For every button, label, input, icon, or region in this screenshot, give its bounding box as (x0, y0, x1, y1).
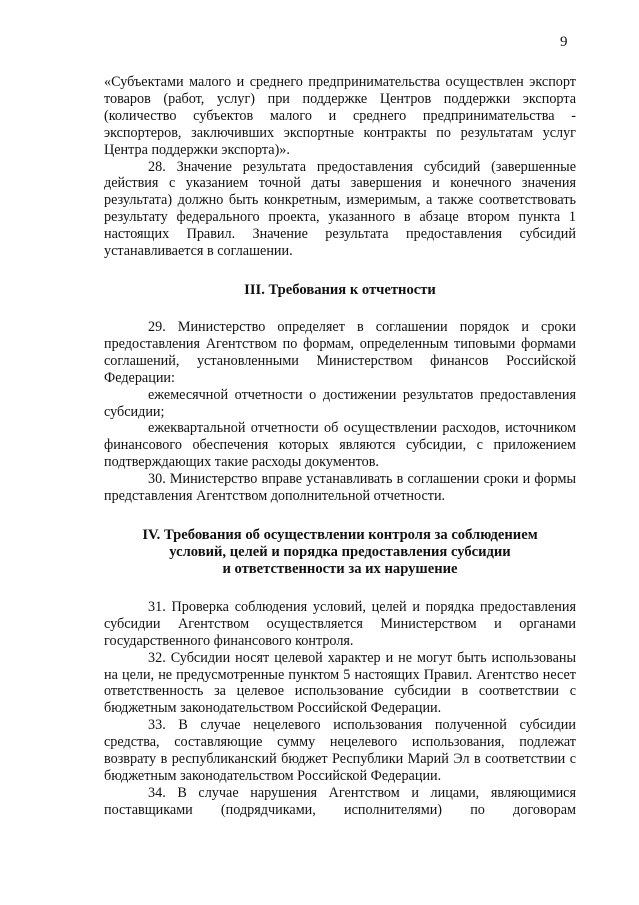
paragraph-29-quarterly: ежеквартальной отчетности об осуществлении расходов, источником финансового обеспечения которых являются субсидии, с приложением подтверждающих такие расходы документов. (104, 420, 576, 471)
section-heading-line: III. Требования к отчетности (244, 281, 436, 298)
document-body (104, 74, 576, 819)
section-heading-line: и ответственности за их нарушение (222, 560, 458, 577)
paragraph-34: 34. В случае нарушения Агентством и лицами, являющимися поставщиками (подрядчиками, исполнителями) по договорам (104, 784, 576, 818)
paragraph-32: 32. Субсидии носят целевой характер и не могут быть использованы на цели, не предусмотренные пунктом 5 настоящих Правил. Агентство несет ответственность за целевое использование субсидии в соответствии с бюджетным законодательством Российской Федерации. (104, 649, 576, 717)
paragraph-33: 33. В случае нецелевого использования полученной субсидии средства, составляющие сумму нецелевого использования, подлежат возврату в республиканский бюджет Республики Марий Эл в соответствии с бюджетным законодательством Российской Федерации. (104, 717, 576, 784)
paragraph-28: 28. Значение результата предоставления субсидий (завершенные действия с указанием точной даты завершения и конечного значения результата) должно быть конкретным, измеримым, а также соответствовать результату федерального проекта, указанного в абзаце втором пункта 1 настоящих Правил. Значение результата предоставления субсидий устанавливается в соглашении. (104, 158, 576, 260)
paragraph-quote-result: «Субъектами малого и среднего предпринимательства осуществлен экспорт товаров (работ, услуг) при поддержке Центров поддержки экспорта (количество субъектов малого и среднего предпринимательства - экспортеров, заключивших экспортные контракты по результатам услуг Центра поддержки экспорта)». (104, 74, 576, 158)
paragraph-29: 29. Министерство определяет в соглашении порядок и сроки предоставления Агентством по формам, определенным типовыми формами соглашений, установленными Министерством финансов Российской Федерации: (104, 318, 576, 386)
paragraph-29-monthly: ежемесячной отчетности о достижении результатов предоставления субсидии; (104, 386, 576, 420)
page-number: 9 (560, 34, 568, 50)
paragraph-30: 30. Министерство вправе устанавливать в соглашении сроки и формы представления Агентством дополнительной отчетности. (104, 471, 576, 505)
section-heading-line: условий, целей и порядка предоставления субсидии (169, 543, 511, 560)
paragraph-31: 31. Проверка соблюдения условий, целей и порядка предоставления субсидии Агентством осуществляется Министерством и органами государственного финансового контроля. (104, 598, 576, 649)
section-heading-reporting (104, 282, 576, 299)
section-heading-line: IV. Требования об осуществлении контроля за соблюдением (142, 526, 538, 543)
section-heading-control (104, 527, 576, 578)
